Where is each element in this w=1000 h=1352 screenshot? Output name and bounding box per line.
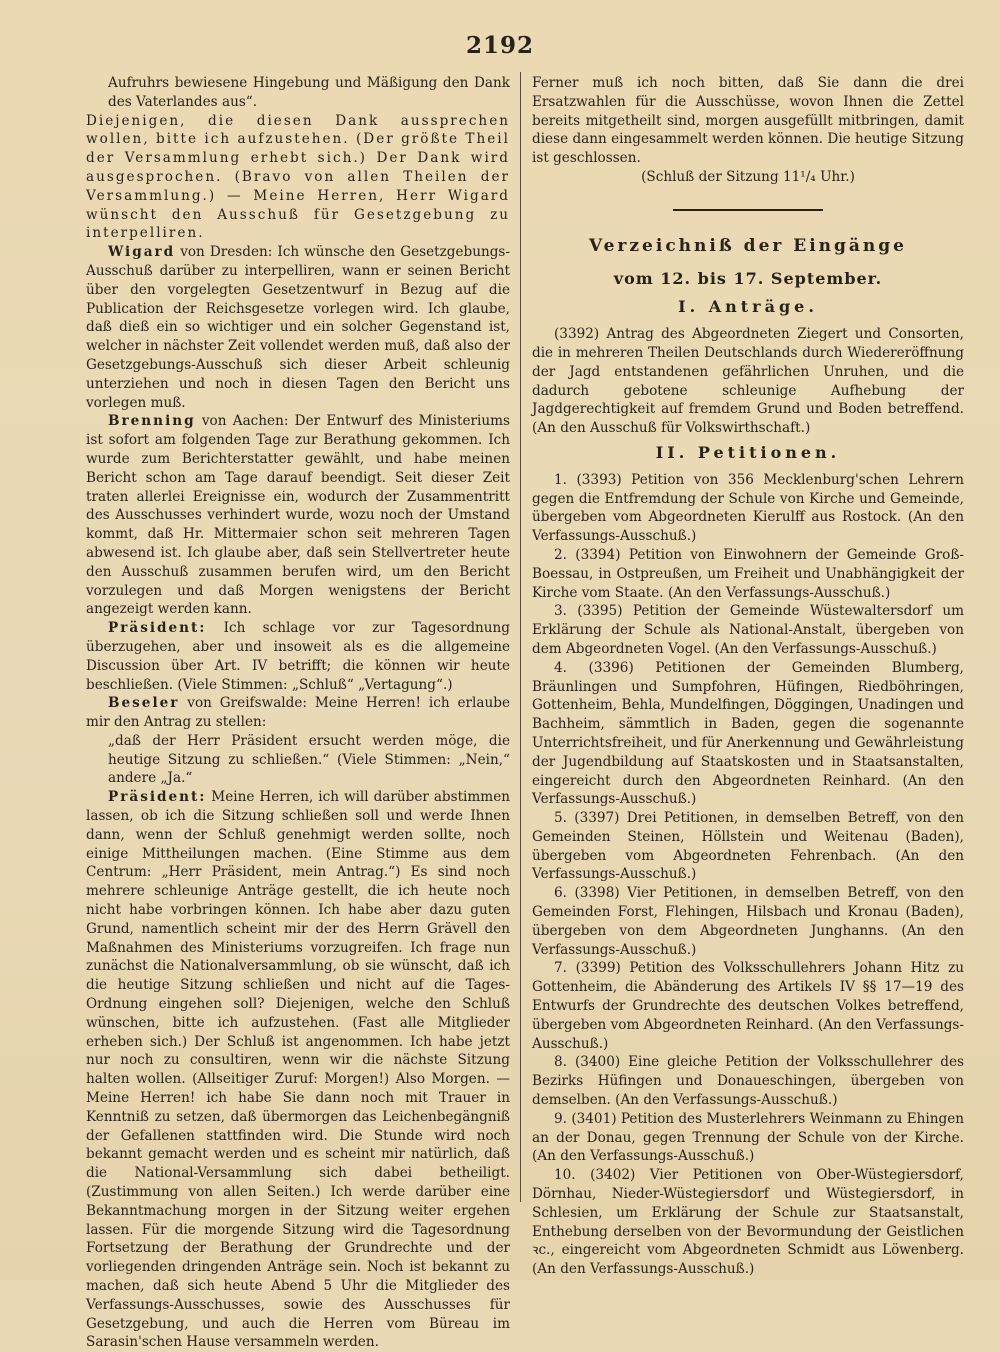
speaker-name: Präsident: [108, 789, 207, 806]
column-divider [520, 72, 521, 1202]
register-heading: Verzeichniß der Eingänge [588, 235, 907, 256]
section-heading-petitions: II. Petitionen. [655, 442, 841, 462]
speech [86, 619, 510, 694]
petition-entry: 8. (3400) Eine gleiche Petition der Volksschullehrer des Bezirks Hüfingen und Donaueschingen, übergeben von demselben. (An den Verfassungs-Ausschuß.) [532, 1054, 964, 1109]
paragraph: Ferner muß ich noch bitten, daß Sie dann die drei Ersatzwahlen für die Ausschüsse, wovon Ihnen die Zettel bereits mitgetheilt sind, morgen ausgefüllt mitbringen, damit diese dann eingesammelt werden können. Die heutige Sitzung ist geschlossen. [532, 75, 964, 167]
paragraph: Aufruhrs bewiesene Hingebung und Mäßigung den Dank des Vaterlandes aus“. [108, 75, 510, 110]
page-number: 2192 [465, 32, 534, 59]
speaker-name: Brenning [108, 413, 196, 430]
speech-text: Ich schlage vor zur Tagesordnung überzugehen, aber und insoweit als es die allgemeine Discussion über Art. IV betrifft; die können wir heute beschließen. (Viele Stimmen: „Schluß“ „Vertagung“.) [86, 620, 510, 693]
petition-entry: 1. (3393) Petition von 356 Mecklenburg'schen Lehrern gegen die Entfremdung der Schule von Kirche und Gemeinde, übergeben vom Abgeordneten Kierulff aus Rostock. (An den Verfassungs-Ausschuß.) [532, 471, 964, 545]
petition-entry: 3. (3395) Petition der Gemeinde Wüstewaltersdorf um Erklärung der Schule als National-Anstalt, übergeben von dem Abgeordneten Vogel. (An den Verfassungs-Ausschuß.) [532, 603, 964, 657]
speaker-name: Wigard [108, 244, 176, 261]
speech [86, 694, 510, 732]
motion-entry: (3392) Antrag des Abgeordneten Ziegert und Consorten, die in mehreren Theilen Deutschlands durch Wiedereröffnung der Jagd entstandenen gefährlichen Unruhen, und die dadurch gebotene schleunige Aufhebung der Jagdgerechtigkeit auf fremdem Grund und Boden betreffend. (An den Ausschuß für Volkswirthschaft.) [532, 326, 964, 437]
speech-text: von Dresden: Ich wünsche den Gesetzgebungs-Ausschuß darüber zu interpelliren, wann er seinen Bericht über den vorgelegten Gesetzentwurf in Bezug auf die Publication der Reichsgesetze vorlegen wird. Ich glaube, daß dieß ein so wichtiger und ein solcher Gegenstand ist, welcher in nächster Zeit vollendet werden muß, daß also der Gesetzgebungs-Ausschuß sich dieser Arbeit schleunig unterziehen und noch in diesen Tagen den Bericht uns vorlegen muß. [86, 244, 510, 411]
register-date: vom 12. bis 17. September. [613, 268, 883, 288]
petition-entry: 2. (3394) Petition von Einwohnern der Gemeinde Groß-Boessau, in Ostpreußen, um Freiheit und Unabhängigkeit der Kirche vom Staate. (An den Verfassungs-Ausschuß.) [532, 546, 964, 601]
speech-text: von Greifswalde: Meine Herren! ich erlaube mir den Antrag zu stellen: [86, 695, 510, 731]
speech [86, 788, 510, 1352]
speech-text: Meine Herren, ich will darüber abstimmen lassen, ob ich die Sitzung schließen soll und werde Ihnen dann, wenn der Schluß genehmigt werden sollte, noch einige Mittheilungen machen. (Eine Stimme aus dem Centrum: „Herr Präsident, mein Antrag.“) Es sind noch mehrere schleunige Anträge gestellt, die ich heute noch nicht habe vorbringen können. Ich habe aber dazu guten Grund, namentlich scheint mir der des Herrn Grävell den Maßnahmen des Ministeriums vorzugreifen. Ich frage nun zunächst die Nationalversammlung, ob sie wünscht, daß ich die heutige Sitzung schließen und nicht auf die Tages-Ordnung eingehen soll? Diejenigen, welche den Schluß wünschen, bitte ich aufzustehen. (Fast alle Mitglieder erheben sich.) Der Schluß ist angenommen. Ich habe jetzt nur noch zu consultiren, wenn wir die nächste Sitzung halten wollen. (Allseitiger Zuruf: Morgen!) Also Morgen. — Meine Herren! ich habe Sie dann noch mit Trauer in Kenntniß zu setzen, daß übermorgen das Leichenbegängniß der Gefallenen stattfinden wird. Die Stunde wird noch bekannt gemacht werden und es scheint mir natürlich, daß die National-Versammlung sich dabei betheiligt. (Zustimmung von allen Seiten.) Ich werde darüber eine Bekanntmachung morgen in der Sitzung weiter ergehen lassen. Für die morgende Sitzung wird die Tagesordnung Fortsetzung der Berathung der Grundrechte und der vorliegenden dringenden Anträge sein. Noch ist bekannt zu machen, daß sich heute Abend 5 Uhr die Mitglieder des Verfassungs-Ausschusses, sowie des Ausschusses für Gesetzgebung, und auch die Herren vom Büreau im Sarasin'schen Hause versammeln werden. [86, 789, 510, 1351]
right-column [532, 74, 964, 1279]
petition-entry: 9. (3401) Petition des Musterlehrers Weinmann zu Ehingen an der Donau, gegen Trennung der Schule von der Kirche. (An den Verfassungs-Ausschuß.) [532, 1110, 964, 1165]
speech-text: von Aachen: Der Entwurf des Ministeriums ist sofort am folgenden Tage zur Berathung gekommen. Ich wurde zum Berichterstatter gewählt, und habe meinen Bericht schon am Tage darauf beendigt. Seit dieser Zeit traten allerlei Ereignisse ein, wodurch der Zusammentritt des Ausschusses verhindert wurde, wozu noch der Umstand kommt, daß Hr. Mittermaier schon seit mehreren Tagen abwesend ist. Ich glaube aber, daß sein Stellvertreter heute den Ausschuß zusammen berufen wird, um den Bericht vorzulegen und daß Morgen wenigstens der Bericht angezeigt werden kann. [86, 413, 510, 618]
session-close: (Schluß der Sitzung 11¹/₄ Uhr.) [641, 168, 855, 185]
paragraph: Diejenigen, die diesen Dank aussprechen wollen, bitte ich aufzustehen. (Der größte Theil der Versammlung erhebt sich.) Der Dank wird ausgesprochen. (Bravo von allen Theilen der Versammlung.) — Meine Herren, Herr Wigard wünscht den Ausschuß für Gesetzgebung zu interpelliren. [86, 112, 510, 242]
speaker-name: Beseler [108, 695, 180, 712]
petition-entry: 5. (3397) Drei Petitionen, in demselben Betreff, von den Gemeinden Steinen, Höllstein und Weitenau (Baden), übergeben vom Abgeordneten Fehrenbach. (An den Verfassungs-Ausschuß.) [532, 810, 964, 883]
speech [86, 243, 510, 412]
petition-entry: 7. (3399) Petition des Volksschullehrers Johann Hitz zu Gottenheim, die Abänderung des Artikels IV §§ 17—19 des Entwurfs der Grundrechte des deutschen Volkes betreffend, übergeben vom Abgeordneten Reinhard. (An den Verfassungs-Ausschuß.) [532, 960, 964, 1052]
section-rule [673, 209, 823, 211]
motion-quote: „daß der Herr Präsident ersucht werden möge, die heutige Sitzung zu schließen.“ (Viele Stimmen: „Nein,“ andere „Ja.“ [108, 732, 510, 787]
speech [86, 412, 510, 619]
petition-entry: 4. (3396) Petitionen der Gemeinden Blumberg, Bräunlingen und Sumpfohren, Hüfingen, Riedböhringen, Gottenheim, Behla, Mundelfingen, Döggingen, Unadingen und Bachheim, sämmtlich in Baden, gegen die sogenannte Unterrichtsfreiheit, und für Anerkennung und Gewährleistung der Jugendbildung auf Staatskosten und in Staatsanstalten, eingereicht durch den Abgeordneten Reinhard. (An den Verfassungs-Ausschuß.) [532, 659, 964, 808]
petition-entry: 6. (3398) Vier Petitionen, in demselben Betreff, von den Gemeinden Forst, Flehingen, Hilsbach und Kronau (Baden), übergeben von dem Abgeordneten Junghanns. (An den Verfassungs-Ausschuß.) [532, 885, 964, 958]
section-heading-motions: I. Anträge. [678, 297, 818, 317]
speaker-name: Präsident: [108, 620, 207, 637]
left-column [86, 74, 510, 1352]
petition-entry: 10. (3402) Vier Petitionen von Ober-Wüstegiersdorf, Dörnhau, Nieder-Wüstegiersdorf und Wüstegiersdorf, in Schlesien, um Erklärung der Schule zur Staatsanstalt, Enthebung derselben von der Bevormundung der Geistlichen ꝛc., eingereicht vom Abgeordneten Schmidt aus Löwenberg. (An den Verfassungs-Ausschuß.) [532, 1167, 964, 1278]
